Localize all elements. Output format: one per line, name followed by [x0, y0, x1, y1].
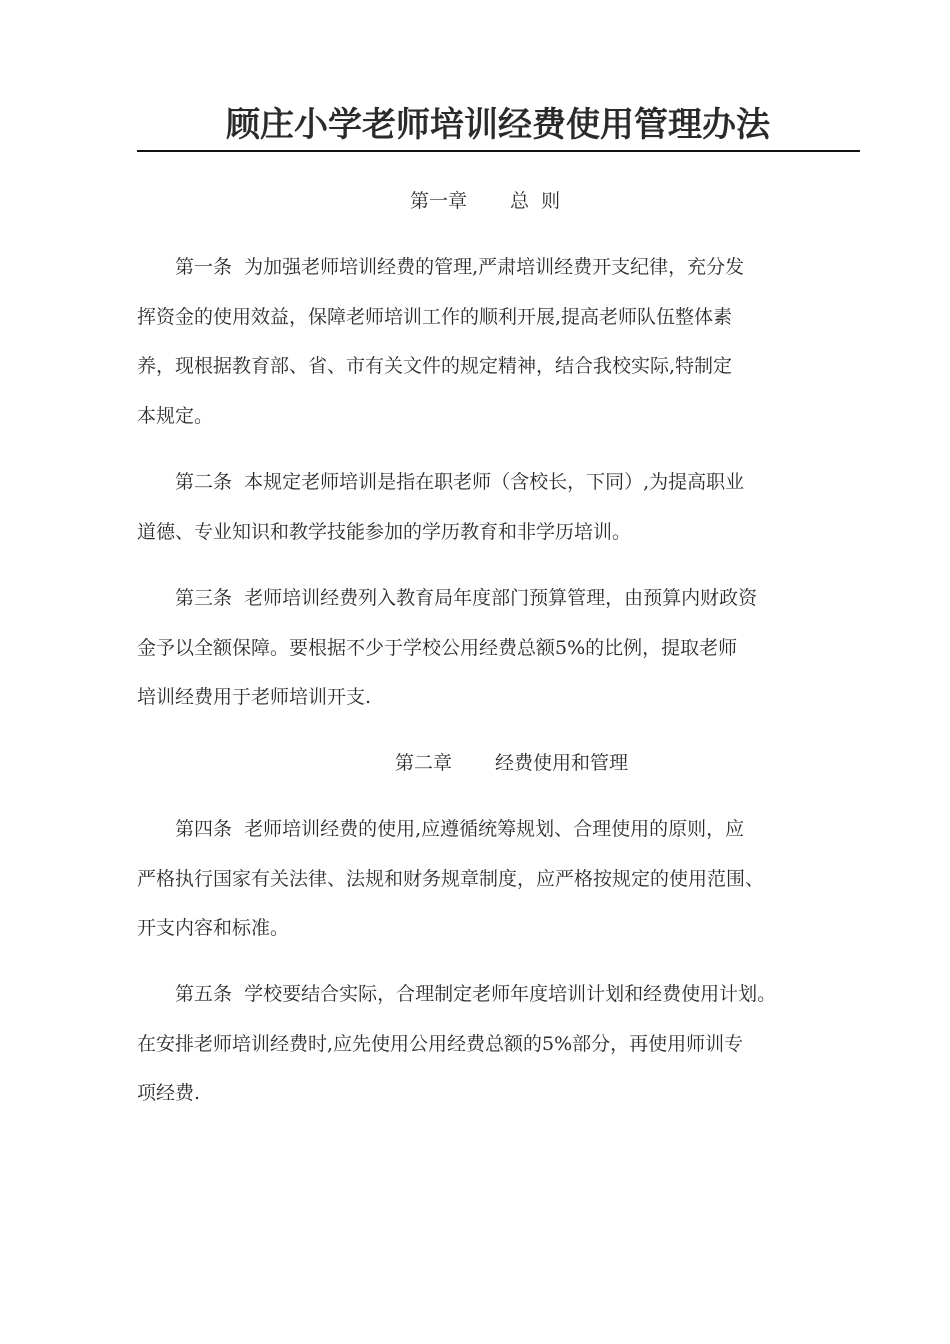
article-4-line: 开支内容和标准。 — [137, 917, 290, 939]
chapter-2-name: 经费使用和管理 — [495, 752, 629, 774]
article-1-line: 第一条 为加强老师培训经费的管理,严肃培训经费开支纪律，充分发 — [175, 256, 745, 278]
chapter-1-name: 总 则 — [510, 190, 561, 212]
article-5-line: 项经费. — [137, 1082, 201, 1104]
chapter-2-label: 第二章 — [395, 752, 453, 774]
article-2-line: 道德、专业知识和教学技能参加的学历教育和非学历培训。 — [137, 521, 632, 543]
chapter-1-label: 第一章 — [410, 190, 468, 212]
title-underline — [137, 150, 860, 152]
article-5-line: 第五条 学校要结合实际，合理制定老师年度培训计划和经费使用计划。 — [175, 983, 777, 1005]
article-5-line: 在安排老师培训经费时,应先使用公用经费总额的5%部分，再使用师训专 — [137, 1033, 744, 1055]
article-3-line: 第三条 老师培训经费列入教育局年度部门预算管理，由预算内财政资 — [175, 587, 758, 609]
article-3-line: 金予以全额保障。要根据不少于学校公用经费总额5%的比例，提取老师 — [137, 637, 738, 659]
article-1-line: 本规定。 — [137, 405, 214, 427]
article-2-line: 第二条 本规定老师培训是指在职老师（含校长，下同）,为提高职业 — [175, 471, 745, 493]
article-1-line: 挥资金的使用效益，保障老师培训工作的顺利开展,提高老师队伍整体素 — [137, 306, 733, 328]
article-1-line: 养，现根据教育部、省、市有关文件的规定精神，结合我校实际,特制定 — [137, 355, 733, 377]
article-4-line: 严格执行国家有关法律、法规和财务规章制度，应严格按规定的使用范围、 — [137, 868, 765, 890]
article-3-line: 培训经费用于老师培训开支. — [137, 686, 372, 708]
article-4-line: 第四条 老师培训经费的使用,应遵循统筹规划、合理使用的原则，应 — [175, 818, 745, 840]
document-title: 顾庄小学老师培训经费使用管理办法 — [226, 105, 770, 145]
